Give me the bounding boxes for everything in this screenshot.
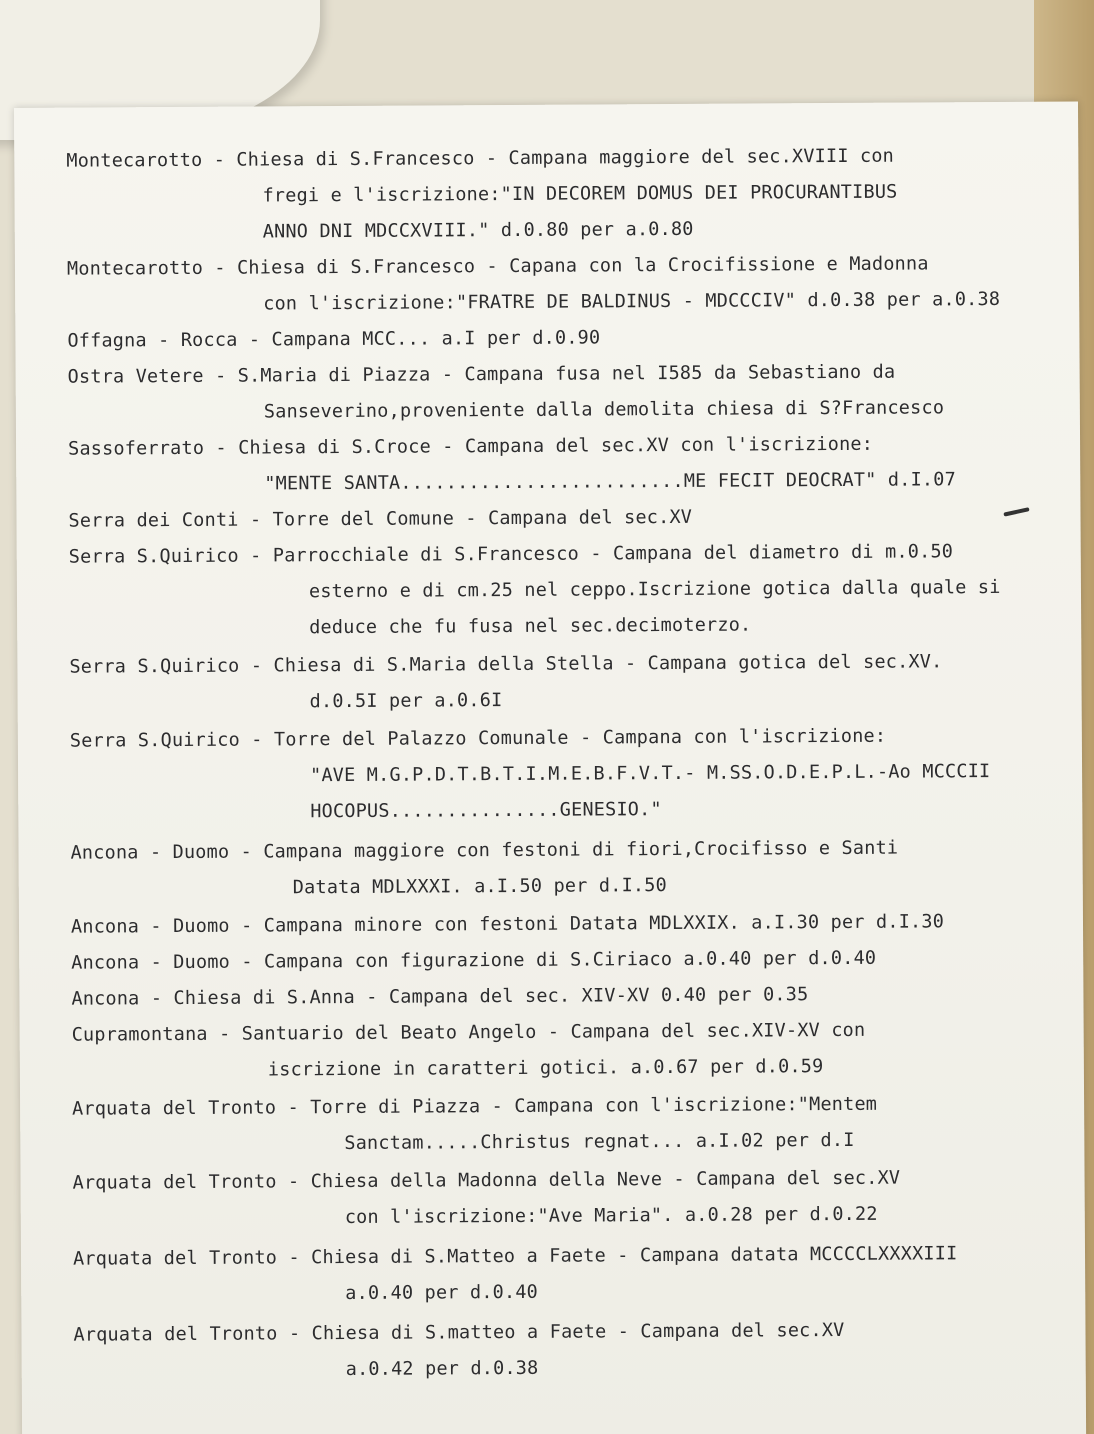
entry-first-line — [68, 498, 1078, 540]
entry-description: Duomo - Campana maggiore con festoni di fiori,Crocifisso e Santi — [172, 837, 899, 864]
entry-first-line — [67, 246, 1077, 288]
entry-location: Sassoferrato - — [68, 437, 239, 460]
entry-description: Duomo - Campana con figurazione di S.Ciriaco a.0.40 per d.0.40 — [173, 947, 877, 974]
entry-continuation-line: Datata MDLXXXI. a.I.50 per d.I.50 — [292, 875, 667, 899]
entry-continuation-line: esterno e di cm.25 nel ceppo.Iscrizione gotica dalla quale si — [308, 576, 1001, 603]
entry-first-line — [71, 975, 1081, 1017]
entry-continuation-line: Sanctam.....Christus regnat... a.I.02 per d.I — [344, 1129, 855, 1155]
entry-list — [66, 138, 1084, 1390]
entry-description: Torre del Palazzo Comunale - Campana con l'iscrizione: — [273, 725, 887, 751]
entry-location: Ancona - — [71, 988, 174, 1010]
entry-location: Montecarotto - — [66, 257, 238, 280]
entry-location: Arquata del Tronto - — [72, 1247, 312, 1270]
entry-continuation-line: "AVE M.G.P.D.T.B.T.I.M.E.B.F.V.T.- M.SS.O.D.E.P.L.-Ao MCCCII — [310, 761, 991, 787]
inventory-entry — [70, 718, 1081, 832]
inventory-entry — [70, 829, 1080, 907]
entry-first-line — [67, 318, 1077, 360]
inventory-entry — [68, 498, 1078, 540]
entry-description: Chiesa di S.Croce - Campana del sec.XV con l'iscrizione: — [238, 433, 874, 459]
inventory-entry — [72, 1159, 1082, 1237]
entry-first-line — [73, 1235, 1083, 1277]
entry-first-line — [68, 426, 1078, 468]
entry-continuation-line: d.0.5I per a.0.6I — [309, 690, 503, 713]
entry-first-line — [66, 138, 1076, 180]
entry-location: Ancona - — [70, 916, 174, 938]
entry-continuation-line: a.0.42 per d.0.38 — [345, 1357, 539, 1380]
entry-first-line — [70, 718, 1080, 760]
entry-location: Ancona - — [70, 842, 173, 864]
inventory-entry — [73, 1311, 1083, 1389]
entry-description: Parrocchiale di S.Francesco - Campana del diametro di m.0.50 — [272, 541, 954, 567]
entry-first-line — [71, 903, 1081, 945]
entry-description: Torre del Comune - Campana del sec.XV — [272, 506, 693, 531]
entry-location: Cupramontana - — [71, 1023, 242, 1046]
inventory-entry — [69, 534, 1080, 648]
inventory-entry — [72, 1085, 1082, 1163]
typewritten-sheet — [14, 102, 1086, 1434]
inventory-entry — [73, 1235, 1083, 1313]
entry-description: S.Maria di Piazza - Campana fusa nel I585 da Sebastiano da — [237, 361, 896, 387]
entry-description: Chiesa di S.matteo a Faete - Campana del sec.XV — [311, 1319, 845, 1345]
entry-location: Arquata del Tronto - — [72, 1097, 311, 1120]
entry-first-line — [72, 1159, 1082, 1201]
entry-description: Chiesa di S.Maria della Stella - Campana gotica del sec.XV. — [273, 651, 943, 677]
entry-continuation-line: HOCOPUS...............GENESIO." — [310, 799, 662, 823]
inventory-entry — [71, 975, 1081, 1017]
inventory-entry — [67, 246, 1077, 324]
entry-location: Arquata del Tronto - — [72, 1171, 311, 1194]
inventory-entry — [68, 354, 1078, 432]
entry-description: Rocca - Campana MCC... a.I per d.0.90 — [180, 327, 601, 351]
entry-description: Chiesa della Madonna della Neve - Campana del sec.XV — [310, 1167, 901, 1193]
entry-description: Chiesa di S.Francesco - Capana con la Crocifissione e Madonna — [236, 253, 929, 279]
entry-location: Serra S.Quirico - — [69, 729, 275, 752]
entry-location: Ancona - — [71, 952, 174, 974]
entry-location: Montecarotto - — [66, 149, 237, 172]
entry-continuation-line: deduce che fu fusa nel sec.decimoterzo. — [309, 614, 752, 639]
entry-continuation-line: con l'iscrizione:"Ave Maria". a.0.28 per d.0.22 — [344, 1203, 878, 1228]
entry-first-line — [69, 644, 1079, 686]
inventory-entry — [68, 426, 1078, 504]
entry-first-line — [70, 829, 1080, 871]
entry-location: Serra dei Conti - — [68, 509, 273, 532]
entry-location: Ostra Vetere - — [67, 365, 238, 388]
inventory-entry — [69, 644, 1079, 722]
entry-location: Serra S.Quirico - — [69, 655, 274, 678]
entry-continuation-line: fregi e l'iscrizione:"IN DECOREM DOMUS DEI PROCURANTIBUS — [262, 181, 898, 207]
entry-continuation-line: Sanseverino,proveniente dalla demolita chiesa di S?Francesco — [263, 397, 945, 423]
entry-location: Serra S.Quirico - — [68, 545, 273, 568]
inventory-entry — [66, 138, 1077, 252]
entry-continuation-line: con l'iscrizione:"FRATRE DE BALDINUS - MDCCCIV" d.0.38 per a.0.38 — [263, 288, 1001, 315]
entry-description: Chiesa di S.Anna - Campana del sec. XIV-XV 0.40 per 0.35 — [173, 984, 809, 1010]
entry-first-line — [72, 1085, 1082, 1127]
entry-description: Santuario del Beato Angelo - Campana del sec.XIV-XV con — [241, 1019, 866, 1045]
entry-continuation-line: iscrizione in caratteri gotici. a.0.67 per d.0.59 — [267, 1056, 824, 1081]
entry-continuation-line: ANNO DNI MDCCXVIII." d.0.80 per a.0.80 — [262, 218, 694, 243]
entry-first-line — [68, 354, 1078, 396]
entry-description: Torre di Piazza - Campana con l'iscrizione:"Mentem — [310, 1093, 878, 1119]
inventory-entry — [67, 318, 1077, 360]
inventory-entry — [71, 903, 1081, 945]
entry-location: Offagna - — [67, 329, 181, 352]
inventory-entry — [71, 939, 1081, 981]
entry-continuation-line: "MENTE SANTA.........................ME FECIT DEOCRAT" d.I.07 — [264, 469, 956, 495]
entry-first-line — [72, 1011, 1082, 1053]
entry-location: Arquata del Tronto - — [73, 1323, 312, 1346]
entry-description: Chiesa di S.Matteo a Faete - Campana datata MCCCCLXXXXIII — [311, 1243, 958, 1269]
entry-first-line — [69, 534, 1079, 576]
entry-first-line — [73, 1311, 1083, 1353]
entry-description: Duomo - Campana minore con festoni Datata MDLXXIX. a.I.30 per d.I.30 — [172, 911, 945, 938]
entry-description: Chiesa di S.Francesco - Campana maggiore del sec.XVIII con — [236, 145, 895, 171]
entry-continuation-line: a.0.40 per d.0.40 — [345, 1281, 539, 1304]
inventory-entry — [72, 1011, 1082, 1089]
entry-first-line — [71, 939, 1081, 981]
